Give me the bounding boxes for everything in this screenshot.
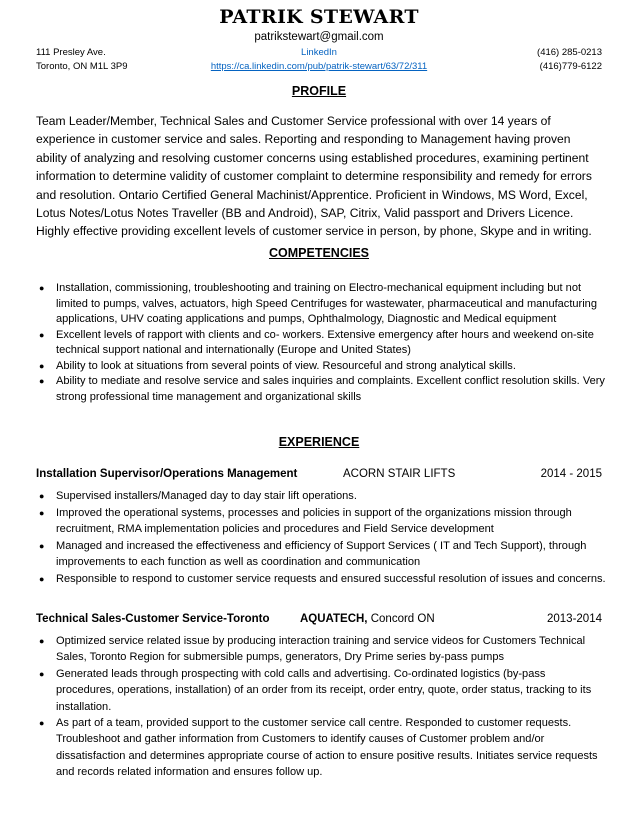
experience-heading: EXPERIENCE <box>278 435 360 449</box>
list-item <box>36 488 606 505</box>
list-item <box>36 374 606 405</box>
list-item <box>36 538 606 571</box>
competency-text: Ability to mediate and resolve service and sales inquiries and complaints. Excellent conflict resolution skills. Very strong professional time management and organizational skills <box>56 375 605 403</box>
duty-text: As part of a team, provided support to the customer service call centre. Responded to customer requests. Troubleshoot and gather information from Customers to identify causes of Customer problem and/or dissatisfaction and determines appropriate course of action to ensure positive results. Initiates service requests and records related information and ensures follow up. <box>56 717 598 779</box>
job-title: Technical Sales-Customer Service-Toronto <box>36 613 270 625</box>
address-street: 111 Presley Ave. <box>36 47 106 58</box>
job-duties-list <box>36 488 606 587</box>
duty-text: Managed and increased the effectiveness and efficiency of Support Services ( IT and Tech Support), through improvements to each function as well as coordination and communication <box>56 539 587 568</box>
phone-primary: (416) 285-0213 <box>537 47 602 58</box>
address-city: Toronto, ON M1L 3P9 <box>36 61 128 72</box>
list-item <box>36 505 606 538</box>
bullet-icon: ● <box>39 283 45 293</box>
competency-text: Ability to look at situations from several points of view. Resourceful and strong analytical skills. <box>56 359 516 372</box>
bullet-icon: ● <box>39 329 45 340</box>
list-item <box>36 571 606 588</box>
job-duties-list <box>36 633 606 781</box>
competency-text: Excellent levels of rapport with clients and co- workers. Extensive emergency after hours and weekend on-site technical support national and internationally (Europe and United States) <box>56 328 594 356</box>
list-item <box>36 666 606 715</box>
bullet-icon: ● <box>39 718 45 729</box>
bullet-icon: ● <box>39 507 45 518</box>
bullet-icon: ● <box>39 376 45 386</box>
candidate-name: PATRIK STEWART <box>219 6 419 28</box>
job-header <box>36 468 602 484</box>
profile-heading: PROFILE <box>291 84 347 98</box>
list-item <box>36 281 606 328</box>
profile-paragraph: Team Leader/Member, Technical Sales and Customer Service professional with over 14 years of experience in customer service and sales. Reporting and responding to Management having proven ability of analyzing and resolving customer concerns using established procedures, examining pertinent information to determine validity of customer complaint to determine responsibility and remedy for errors and resolution. Ontario Certified General Machinist/Apprentice. Proficient in Windows, MS Word, Excel, Lotus Notes/Lotus Notes Traveller (BB and Android), SAP, Citrix, Valid passport and Drivers Licence. Highly effective providing excellent levels of customer service in person, by phone, Skype and in writing. <box>36 114 592 239</box>
competencies-heading: COMPETENCIES <box>268 246 369 260</box>
job-dates: 2014 - 2015 <box>540 468 602 480</box>
job-company: AQUATECH, <box>300 613 368 625</box>
list-item <box>36 715 606 781</box>
bullet-icon: ● <box>39 636 45 646</box>
bullet-icon: ● <box>39 573 45 584</box>
duty-text: Optimized service related issue by producing interaction training and service videos for Customers Technical Sales, Toronto Region for submersible pumps, generators, Dry Prime series by-pass pumps <box>56 635 586 664</box>
job-location: Concord ON <box>370 613 435 625</box>
linkedin-label[interactable]: LinkedIn <box>301 47 337 58</box>
job-company-block <box>300 613 435 625</box>
job-header <box>36 613 602 629</box>
duty-text: Responsible to respond to customer service requests and ensured successful resolution of issues and concerns. <box>56 572 606 585</box>
list-item <box>36 359 606 375</box>
competency-text: Installation, commissioning, troubleshooting and training on Electro-mechanical equipment including but not limited to pumps, valves, actuators, high Speed Centrifuges for wastewater, pharmaceutical and manufacturing applications, UHV coating applications and pumps, Ophthalmology, Diagnostic and Medical equipment <box>56 282 597 325</box>
bullet-icon: ● <box>39 360 45 371</box>
phone-block <box>537 46 602 74</box>
job-company: ACORN STAIR LIFTS <box>343 468 456 480</box>
bullet-icon: ● <box>39 668 45 679</box>
phone-secondary: (416)779-6122 <box>539 61 602 72</box>
duty-text: Generated leads through prospecting with cold calls and advertising. Co-ordinated logistics (by-pass procedures, operations, installation) of an order from its receipt, order entry, quote, order status, tracking to its installation. <box>56 667 592 713</box>
duty-text: Supervised installers/Managed day to day stair lift operations. <box>56 490 357 502</box>
competencies-list <box>36 281 606 405</box>
list-item <box>36 633 606 666</box>
list-item <box>36 328 606 359</box>
job-title: Installation Supervisor/Operations Management <box>36 468 298 480</box>
linkedin-url-link[interactable]: https://ca.linkedin.com/pub/patrik-stewart/63/72/311 <box>210 61 428 72</box>
email-address[interactable]: patrikstewart@gmail.com <box>254 31 384 43</box>
bullet-icon: ● <box>39 491 45 501</box>
bullet-icon: ● <box>39 540 45 551</box>
duty-text: Improved the operational systems, processes and policies in support of the organizations mission through recruitment, RMA implementation policies and procedures and Field Service development <box>56 506 572 535</box>
job-dates: 2013-2014 <box>547 613 602 625</box>
